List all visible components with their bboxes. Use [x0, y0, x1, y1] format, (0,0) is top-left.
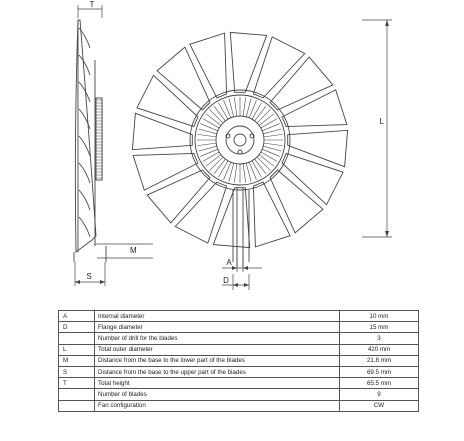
- row-description: Number of blades: [95, 389, 340, 400]
- row-value: 9: [340, 389, 419, 400]
- row-symbol: M: [59, 355, 95, 366]
- table-row: [59, 333, 419, 344]
- row-description: Total outer diameter: [95, 344, 340, 355]
- fan-blade: [147, 170, 210, 223]
- fan-blade: [253, 182, 290, 247]
- fan-blade: [213, 188, 249, 248]
- row-value: 3: [340, 333, 419, 344]
- clutch-fins: [197, 97, 283, 183]
- table-row: [59, 389, 419, 400]
- fan-front-view: [132, 32, 347, 268]
- dimension-label-d: D: [223, 276, 229, 285]
- dimension-label-a: A: [226, 258, 232, 267]
- specification-table: [58, 310, 419, 412]
- fan-blade: [137, 75, 198, 126]
- side-clutch: [96, 98, 103, 180]
- table-row: [59, 400, 419, 411]
- row-value: 69.5 mm: [340, 366, 419, 377]
- side-blade-section: [79, 82, 90, 102]
- dimension-a: [222, 250, 262, 272]
- side-blade-section: [79, 217, 90, 237]
- row-value: CW: [340, 400, 419, 411]
- row-symbol: [59, 333, 95, 344]
- fan-blade: [132, 113, 192, 149]
- side-blade-section: [79, 136, 90, 156]
- center-bore: [234, 134, 246, 146]
- fan-blade: [157, 47, 210, 110]
- table-row: [59, 322, 419, 333]
- row-description: Flange diameter: [95, 322, 340, 333]
- mount-hole: [238, 150, 242, 154]
- row-value: 15 mm: [340, 322, 419, 333]
- table-row: [59, 378, 419, 389]
- side-blade-section: [79, 163, 90, 183]
- row-symbol: D: [59, 322, 95, 333]
- row-description: Distance from the base to the lower part of the blades: [95, 355, 340, 366]
- fan-blade: [270, 170, 323, 233]
- row-symbol: [59, 400, 95, 411]
- row-value: 65.5 mm: [340, 378, 419, 389]
- dimension-label-s: S: [86, 272, 92, 281]
- dimension-label-m: M: [130, 246, 137, 255]
- dimension-m: [95, 244, 153, 258]
- table-row: [59, 366, 419, 377]
- row-description: Number of drill for the blades: [95, 333, 340, 344]
- row-value: 21.8 mm: [340, 355, 419, 366]
- row-symbol: A: [59, 311, 95, 322]
- row-value: 420 mm: [340, 344, 419, 355]
- row-symbol: [59, 389, 95, 400]
- fan-blade: [230, 32, 266, 92]
- row-description: Distance from the base to the upper part of the blades: [95, 366, 340, 377]
- fan-blade: [190, 33, 227, 98]
- row-description: Fan configuration: [95, 400, 340, 411]
- dimension-s: [75, 262, 105, 286]
- fan-side-view: [74, 20, 106, 262]
- table-row: [59, 344, 419, 355]
- table-row: [59, 355, 419, 366]
- dimension-t: [78, 0, 102, 18]
- fan-blade: [253, 37, 304, 98]
- row-symbol: L: [59, 344, 95, 355]
- side-blade-section: [79, 190, 90, 210]
- table-row: [59, 311, 419, 322]
- fan-blade: [282, 153, 343, 204]
- dimension-d: [222, 274, 249, 290]
- row-description: Internal diameter: [95, 311, 340, 322]
- dimension-label-t: T: [89, 0, 95, 9]
- row-symbol: S: [59, 366, 95, 377]
- row-value: 10 mm: [340, 311, 419, 322]
- row-symbol: T: [59, 378, 95, 389]
- fan-blade: [288, 130, 348, 166]
- fan-blade: [175, 182, 226, 243]
- fan-blade: [270, 57, 333, 110]
- dimension-l: [362, 20, 392, 237]
- clutch-inner-ring: [216, 116, 264, 164]
- fan-blade: [282, 90, 347, 127]
- dimension-label-l: L: [379, 117, 384, 126]
- fan-blade: [133, 153, 198, 190]
- row-description: Total height: [95, 378, 340, 389]
